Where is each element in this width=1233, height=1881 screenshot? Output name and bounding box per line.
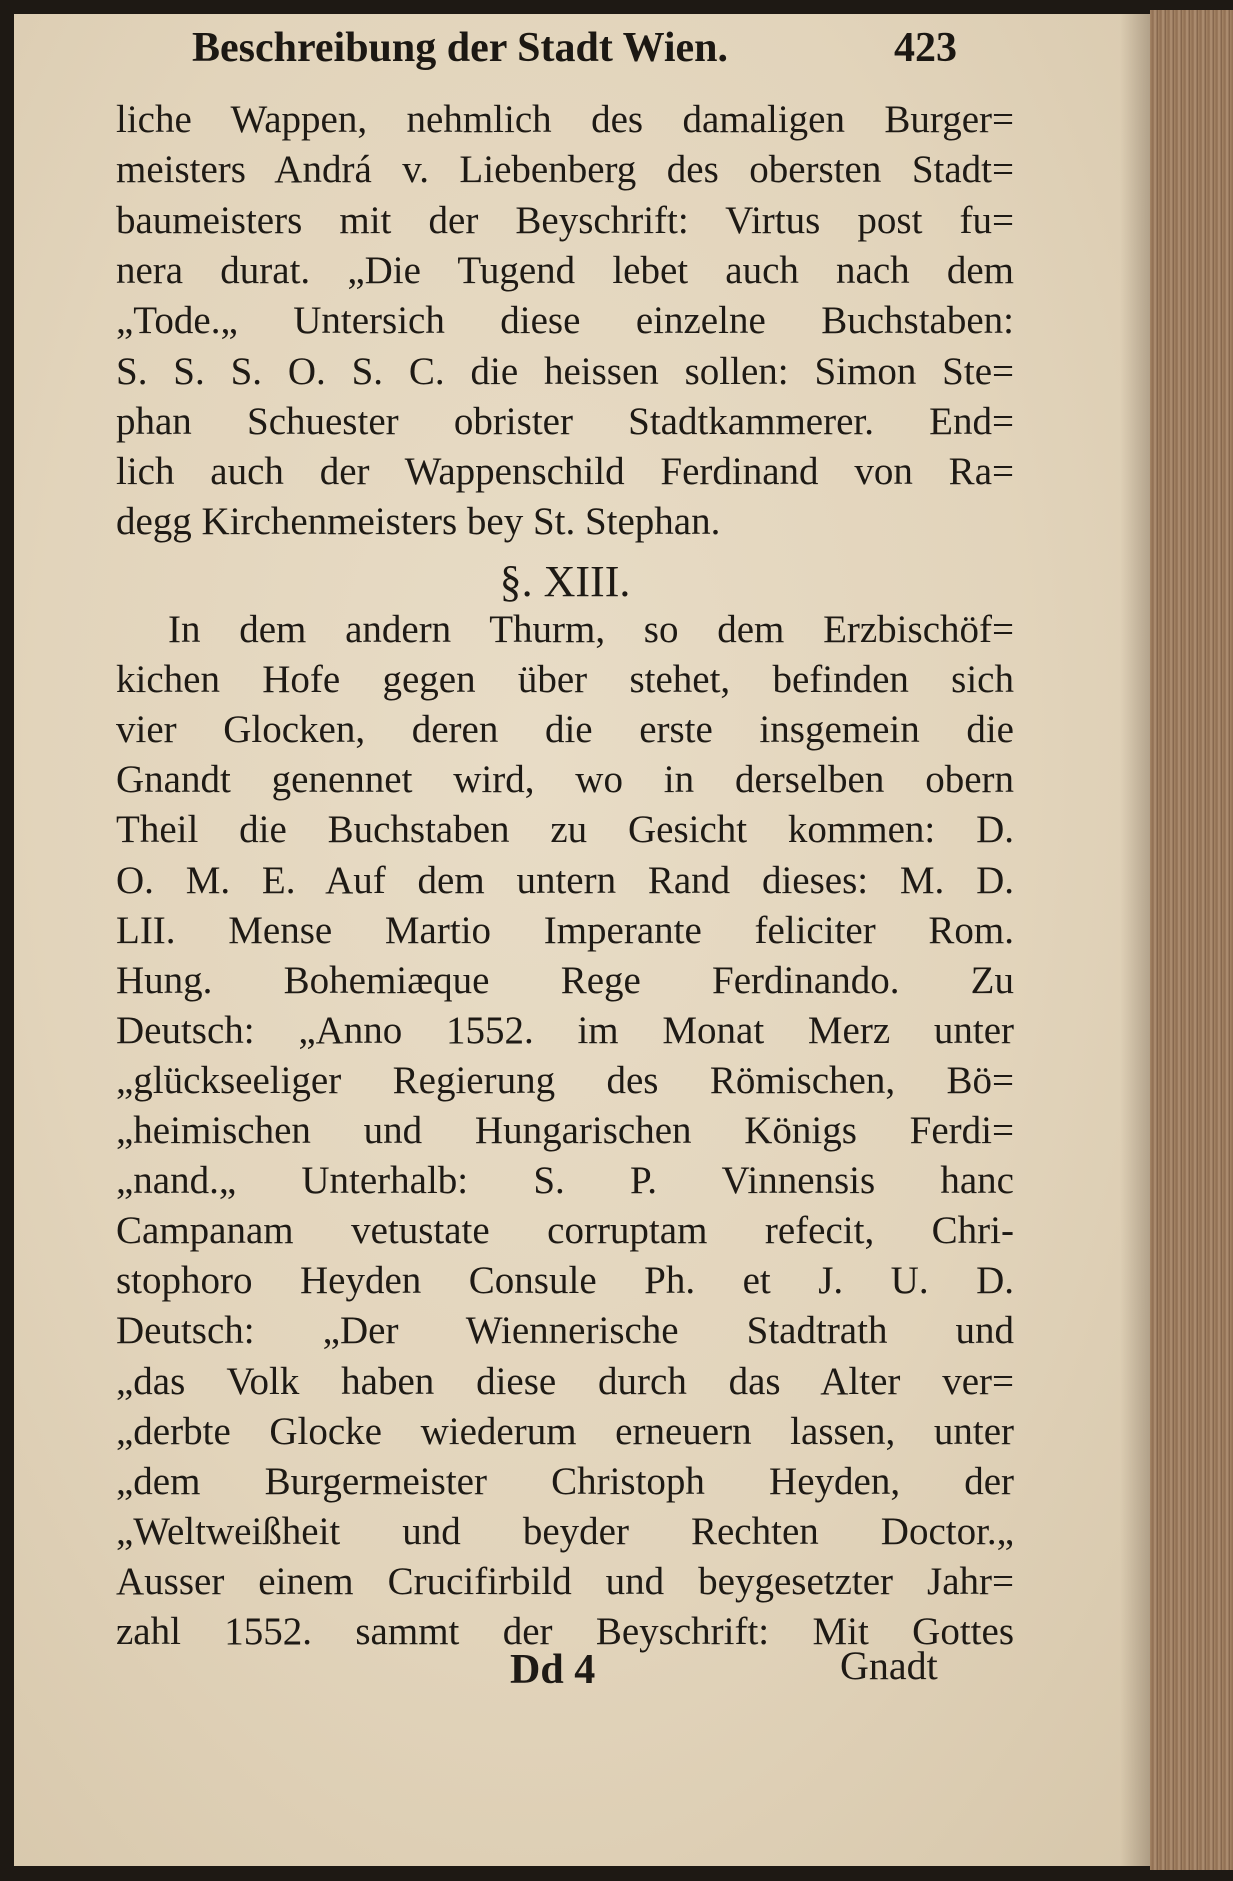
text-line: Theil die Buchstaben zu Gesicht kommen: D. (116, 808, 1014, 852)
text-line: In dem andern Thurm, so dem Erzbischöf= (168, 608, 1014, 651)
text-line: phan Schuester obrister Stadtkammerer. End= (116, 399, 1014, 443)
section-heading: §. XIII. (499, 557, 631, 606)
text-line: liche Wappen, nehmlich des damaligen Burger= (116, 98, 1014, 141)
page-number: 423 (894, 25, 957, 71)
text-line: zahl 1552. sammt der Beyschrift: Mit Gottes (116, 1610, 1014, 1653)
text-line: kichen Hofe gegen über stehet, befinden sich (116, 658, 1014, 702)
text-line: „nand.„ Unterhalb: S. P. Vinnensis hanc (116, 1159, 1014, 1203)
text-line: „dem Burgermeister Christoph Heyden, der (116, 1459, 1014, 1503)
running-title: Beschreibung der Stadt Wien. (192, 25, 728, 71)
text-line: O. M. E. Auf dem untern Rand dieses: M. D. (116, 858, 1014, 902)
text-line: degg Kirchenmeisters bey St. Stephan. (116, 500, 721, 544)
text-line: Campanam vetustate corruptam refecit, Chri- (116, 1209, 1014, 1253)
text-line: „das Volk haben diese durch das Alter ver= (116, 1359, 1014, 1403)
text-line: „Tode.„ Untersich diese einzelne Buchstaben: (116, 299, 1014, 343)
text-line: baumeisters mit der Beyschrift: Virtus post fu= (116, 198, 1014, 242)
text-line: nera durat. „Die Tugend lebet auch nach dem (116, 248, 1014, 292)
text-line: „Weltweißheit und beyder Rechten Doctor.„ (116, 1509, 1014, 1553)
text-line: LII. Mense Martio Imperante feliciter Rom. (116, 908, 1014, 952)
text-line: Deutsch: „Der Wiennerische Stadtrath und (116, 1309, 1014, 1353)
text-line: „heimischen und Hungarischen Königs Ferdi= (116, 1109, 1014, 1152)
text-line: lich auch der Wappenschild Ferdinand von Ra= (116, 450, 1014, 494)
text-line: Hung. Bohemiæque Rege Ferdinando. Zu (116, 958, 1014, 1002)
text-line: meisters Andrá v. Liebenberg des obersten Stadt= (116, 148, 1014, 192)
text-line: S. S. S. O. S. C. die heissen sollen: Simon Ste= (116, 349, 1014, 393)
text-line: „derbte Glocke wiederum erneuern lassen, unter (116, 1409, 1014, 1453)
text-line: „glückseeliger Regierung des Römischen, Bö= (116, 1058, 1014, 1102)
text-line: Ausser einem Crucifirbild und beygesetzter Jahr= (116, 1559, 1014, 1603)
text-line: vier Glocken, deren die erste insgemein die (116, 708, 1014, 752)
text-line: Gnandt genennet wird, wo in derselben obern (116, 758, 1014, 802)
page-edges (1150, 10, 1233, 1870)
text-line: Deutsch: „Anno 1552. im Monat Merz unter (116, 1008, 1014, 1052)
signature-mark: Dd 4 (510, 1647, 596, 1693)
catchword: Gnadt (840, 1643, 938, 1688)
text-line: stophoro Heyden Consule Ph. et J. U. D. (116, 1259, 1014, 1303)
